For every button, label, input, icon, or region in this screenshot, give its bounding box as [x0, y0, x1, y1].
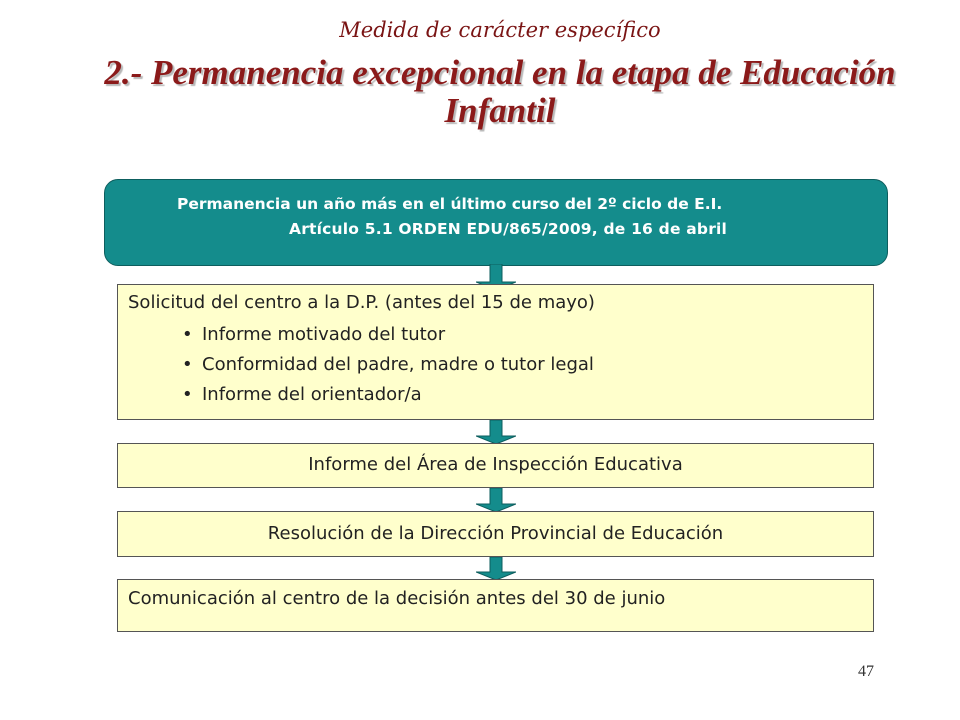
request-step-text: Solicitud del centro a la D.P. (antes del 15 de mayo)	[128, 292, 595, 313]
permanence-box	[104, 179, 888, 266]
down-arrow-icon	[476, 488, 516, 512]
page-title-line1: 2.- Permanencia excepcional en la etapa de Educación	[104, 53, 896, 92]
communication-step-box	[117, 579, 874, 632]
resolution-step-box	[117, 511, 874, 557]
legal-reference: Artículo 5.1 ORDEN EDU/865/2009, de 16 de abril	[289, 220, 728, 238]
inspection-step-text: Informe del Área de Inspección Educativa	[308, 454, 683, 475]
requirements-list	[118, 320, 873, 410]
down-arrow-icon	[476, 420, 516, 444]
list-item: • Conformidad del padre, madre o tutor legal	[182, 350, 873, 380]
list-item: • Informe del orientador/a	[182, 380, 873, 410]
inspection-step-box	[117, 443, 874, 488]
page-number: 47	[858, 663, 874, 680]
resolution-step-text: Resolución de la Dirección Provincial de Educación	[267, 523, 724, 544]
down-arrow-icon	[476, 557, 516, 580]
page-title-line2: Infantil	[444, 91, 556, 130]
page-title	[60, 54, 940, 130]
permanence-text: Permanencia un año más en el último curso del 2º ciclo de E.I.	[177, 195, 723, 213]
communication-step-text: Comunicación al centro de la decisión antes del 30 de junio	[128, 588, 666, 609]
request-step-box	[117, 284, 874, 420]
list-item: • Informe motivado del tutor	[182, 320, 873, 350]
subtitle: Medida de carácter específico	[339, 18, 661, 42]
